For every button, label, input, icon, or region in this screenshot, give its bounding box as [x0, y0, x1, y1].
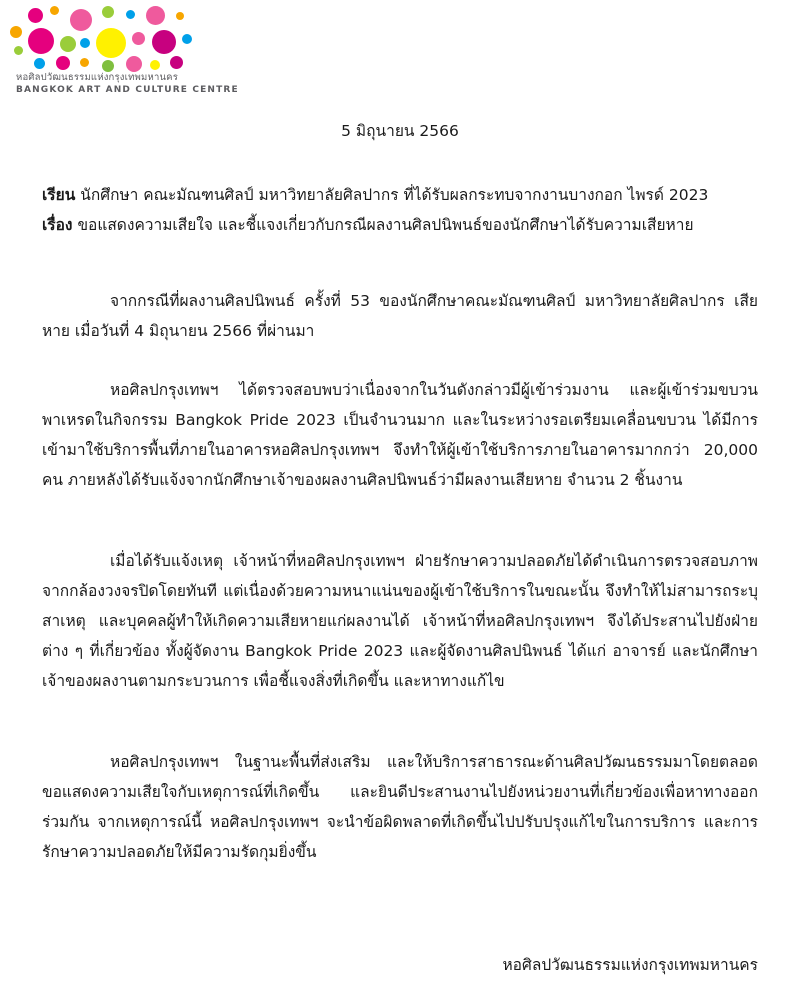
paragraph-3: [42, 546, 758, 696]
recipient-value: นักศึกษา คณะมัณฑนศิลป์ มหาวิทยาลัยศิลปากร ที่ได้รับผลกระทบจากงานบางกอก ไพรด์ 2023: [80, 186, 709, 204]
letterhead-text: [16, 72, 256, 97]
salutation-block: [42, 180, 758, 240]
org-name-th: หอศิลปวัฒนธรรมแห่งกรุงเทพมหานคร: [16, 72, 179, 83]
letterhead: [10, 6, 260, 110]
paragraph-text: หอศิลปกรุงเทพฯ ในฐานะพื้นที่ส่งเสริม และให้บริการสาธารณะด้านศิลปวัฒนธรรมมาโดยตลอด ขอแสดงความเสียใจกับเหตุการณ์ที่เกิดขึ้น และยินดีประสานงานไปยังหน่วยงานที่เกี่ยวข้องเพื่อหาทางออกร่วมกัน จากเหตุการณ์นี้ หอศิลปกรุงเทพฯ จะนำข้อผิดพลาดที่เกิดขึ้นไปปรับปรุงแก้ไขในการบริการ และการรักษาความปลอดภัยให้มีความรัดกุมยิ่งขึ้น: [42, 753, 758, 861]
recipient-label: เรียน: [42, 186, 76, 204]
subject-line: [42, 210, 758, 240]
paragraph-2: [42, 375, 758, 495]
subject-label: เรื่อง: [42, 216, 73, 234]
paragraph-text: เมื่อได้รับแจ้งเหตุ เจ้าหน้าที่หอศิลปกรุงเทพฯ ฝ่ายรักษาความปลอดภัยได้ดำเนินการตรวจสอบภาพจากกล้องวงจรปิดโดยทันที แต่เนื่องด้วยความหนาแน่นของผู้เข้าใช้บริการในขณะนั้น จึงทำให้ไม่สามารถระบุสาเหตุ และบุคคลผู้ทำให้เกิดความเสียหายแก่ผลงานได้ เจ้าหน้าที่หอศิลปกรุงเทพฯ จึงได้ประสานไปยังฝ่ายต่าง ๆ ที่เกี่ยวข้อง ทั้งผู้จัดงาน Bangkok Pride 2023 และผู้จัดงานศิลปนิพนธ์ ได้แก่ อาจารย์ และนักศึกษาเจ้าของผลงานตามกระบวนการ เพื่อชี้แจงสิ่งที่เกิดขึ้น และหาทางแก้ไข: [42, 552, 758, 690]
paragraph-text: จากกรณีที่ผลงานศิลปนิพนธ์ ครั้งที่ 53 ของนักศึกษาคณะมัณฑนศิลป์ มหาวิทยาลัยศิลปากร เสียหาย เมื่อวันที่ 4 มิถุนายน 2566 ที่ผ่านมา: [42, 292, 758, 340]
paragraph-1: [42, 286, 758, 346]
recipient-line: [42, 180, 758, 210]
document-date: 5 มิถุนายน 2566: [341, 122, 459, 140]
paragraph-text: หอศิลปกรุงเทพฯ ได้ตรวจสอบพบว่าเนื่องจากในวันดังกล่าวมีผู้เข้าร่วมงาน และผู้เข้าร่วมขบวนพาเหรดในกิจกรรม Bangkok Pride 2023 เป็นจำนวนมาก และในระหว่างรอเตรียมเคลื่อนขบวน ได้มีการเข้ามาใช้บริการพื้นที่ภายในอาคารหอศิลปกรุงเทพฯ จึงทำให้ผู้เข้าใช้บริการภายในอาคารมากกว่า 20,000 คน ภายหลังได้รับแจ้งจากนักศึกษาเจ้าของผลงานศิลปนิพนธ์ว่ามีผลงานเสียหาย จำนวน 2 ชิ้นงาน: [42, 381, 758, 489]
signature-line: หอศิลปวัฒนธรรมแห่งกรุงเทพมหานคร: [502, 956, 758, 974]
org-name-en: BANGKOK ART AND CULTURE CENTRE: [16, 85, 239, 95]
paragraph-4: [42, 747, 758, 867]
bacc-logo-icon: [10, 6, 226, 72]
subject-value: ขอแสดงความเสียใจ และชี้แจงเกี่ยวกับกรณีผลงานศิลปนิพนธ์ของนักศึกษาได้รับความเสียหาย: [77, 216, 694, 234]
